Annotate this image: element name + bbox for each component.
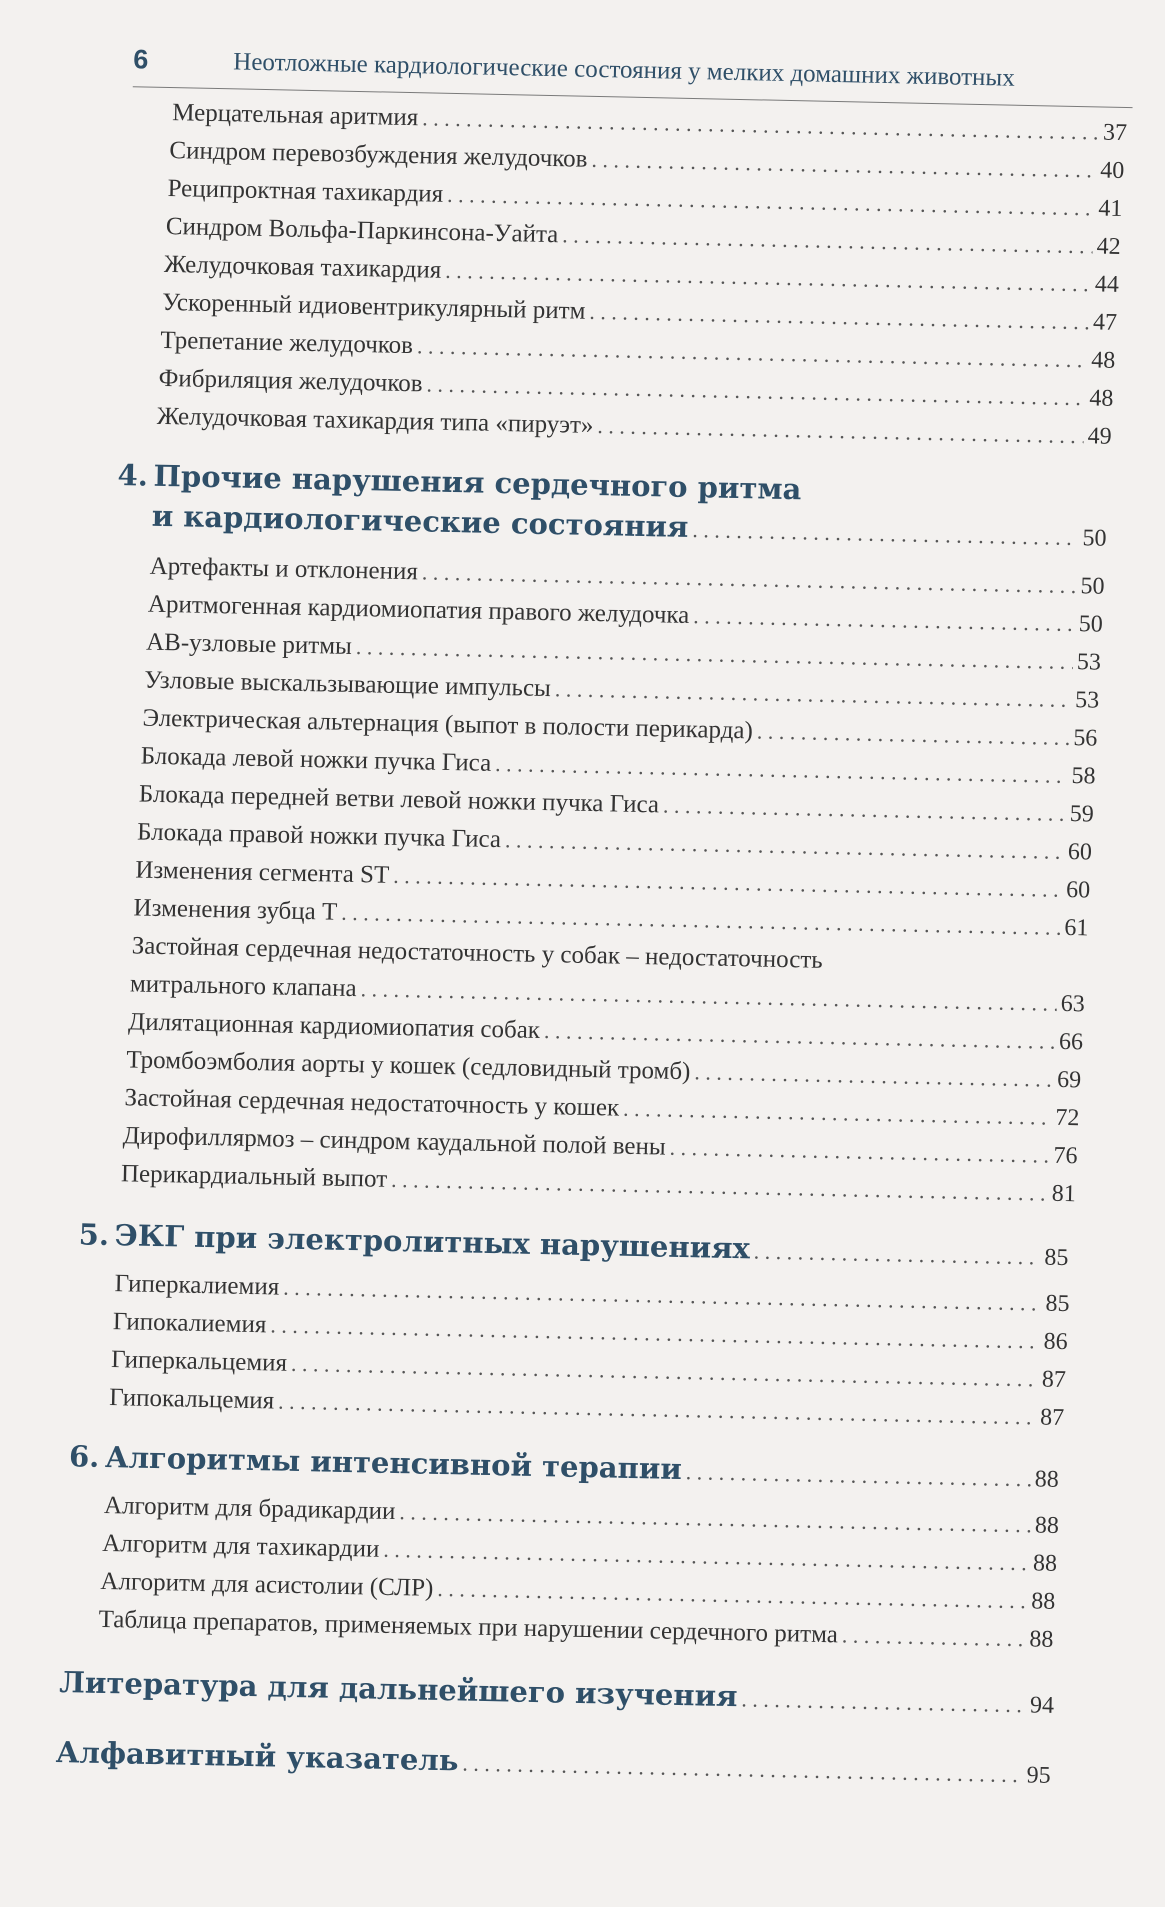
toc-page-number: 88 <box>1032 1550 1058 1577</box>
section-title: Алгоритмы интенсивной терапии <box>104 1439 683 1487</box>
toc-entry[interactable]: АВ-узловые ритмы . . . 53 <box>146 629 1102 683</box>
toc-page-number: 76 <box>1053 1142 1078 1170</box>
toc-page-number: 88 <box>1029 1626 1054 1653</box>
section-title: ЭКГ при электролитных нарушениях <box>114 1218 751 1266</box>
toc-entry[interactable]: Тромбоэмболия аорты у кошек (седловидный тромб) . . . 69 <box>126 1046 1082 1100</box>
toc-entry[interactable]: Желудочковая тахикардия . . . 44 <box>164 251 1120 305</box>
toc-page-number: 50 <box>1078 611 1103 638</box>
toc-page-number: 88 <box>1034 1512 1060 1539</box>
toc-entry[interactable]: Дирофиллярмоз – синдром каудальной полой вены . . . 76 <box>122 1122 1078 1176</box>
toc-entry[interactable]: Синдром перевозбуждения желудочков . . . 40 <box>169 137 1125 191</box>
section-number: 4. <box>117 458 149 493</box>
section-title: Прочие нарушения сердечного ритма <box>153 458 802 507</box>
toc-page-number: 48 <box>1090 347 1116 374</box>
toc-page-number: 85 <box>1045 1290 1070 1318</box>
toc-page-number: 40 <box>1099 157 1125 185</box>
toc-page-number: 69 <box>1056 1066 1082 1094</box>
toc-page-number: 53 <box>1074 687 1100 714</box>
literature-heading[interactable]: Литература для дальнейшего изучения . . . 94 <box>59 1665 1054 1720</box>
toc-entry[interactable]: Алгоритм для брадикардии . . . 88 <box>104 1492 1060 1546</box>
toc-entry[interactable]: Блокада правой ножки пучка Гиса . . . 60 <box>137 818 1093 872</box>
toc-entry-line1[interactable]: Застойная сердечная недостаточность у собак – недостаточность <box>131 932 823 974</box>
toc-entry[interactable]: Алгоритм для тахикардии . . . 88 <box>102 1530 1058 1584</box>
toc-page-number: 63 <box>1060 990 1086 1018</box>
toc-entry[interactable]: Дилятационная кардиомиопатия собак . . . 66 <box>128 1008 1084 1062</box>
toc-page-number: 81 <box>1051 1180 1077 1208</box>
section-4-heading[interactable] <box>117 458 801 506</box>
toc-entry[interactable]: Желудочковая тахикардия типа «пируэт» . . . 49 <box>156 403 1112 457</box>
toc-page-number: 50 <box>1082 525 1107 552</box>
toc-entry[interactable]: Синдром Вольфа-Паркинсона-Уайта . . . 42 <box>165 213 1121 267</box>
toc-entry[interactable]: Алгоритм для асистолии (СЛР) . . . 88 <box>100 1568 1056 1622</box>
toc-page-number: 88 <box>1030 1588 1056 1615</box>
index-heading[interactable]: Алфавитный указатель . . . 95 <box>56 1735 1051 1790</box>
section-4-heading-line2[interactable]: и кардиологические состояния . . . 50 <box>151 499 1107 553</box>
toc-entry[interactable]: Узловые выскальзывающие импульсы . . . 53 <box>144 667 1100 721</box>
page-number: 6 <box>133 44 149 75</box>
toc-page-number: 41 <box>1098 195 1123 222</box>
toc-entry[interactable]: Блокада левой ножки пучка Гиса . . . 58 <box>140 743 1096 797</box>
toc-page-number: 94 <box>1029 1692 1055 1719</box>
toc-entry[interactable]: Аритмогенная кардиомиопатия правого желудочка . . . 50 <box>148 591 1104 645</box>
toc-page-number: 60 <box>1065 876 1091 904</box>
toc-page-number: 72 <box>1055 1104 1080 1132</box>
toc-entry[interactable]: Таблица препаратов, применяемых при нарушении сердечного ритма . . . 88 <box>98 1606 1054 1660</box>
toc-entry[interactable]: Фибриляция желудочков . . . 48 <box>158 365 1114 419</box>
section-number: 6. <box>68 1439 100 1474</box>
toc-entry[interactable]: Изменения сегмента ST . . . 60 <box>135 856 1091 910</box>
toc-entry[interactable]: Электрическая альтернация (выпот в полости перикарда) . . . 56 <box>142 705 1098 759</box>
section-number: 5. <box>78 1217 110 1252</box>
toc-entry[interactable]: Гиперкальцемия . . . 87 <box>111 1346 1067 1400</box>
toc-entry[interactable]: Застойная сердечная недостаточность у кошек . . . 72 <box>124 1084 1080 1138</box>
toc-page-number: 59 <box>1069 801 1095 828</box>
toc-entry[interactable]: Гиперкалиемия . . . 85 <box>114 1270 1070 1324</box>
toc-page-number: 37 <box>1102 119 1128 147</box>
toc-entry[interactable]: митрального клапана . . . 63 <box>130 970 1086 1024</box>
toc-entry[interactable]: Блокада передней ветви левой ножки пучка Гиса . . . 59 <box>139 781 1095 835</box>
running-title: Неотложные кардиологические состояния у мелких домашних животных <box>233 48 1016 92</box>
toc-entry[interactable]: Гипокалиемия . . . 86 <box>112 1308 1068 1362</box>
toc-page-number: 66 <box>1058 1028 1084 1056</box>
toc-entry[interactable]: Мерцательная аритмия . . . 37 <box>172 99 1128 153</box>
page-header <box>133 40 1134 108</box>
toc-page-number: 49 <box>1087 423 1112 450</box>
toc-page-number: 95 <box>1026 1762 1051 1789</box>
toc-page-number: 48 <box>1089 385 1114 412</box>
toc-entry[interactable]: Ускоренный идиовентрикулярный ритм . . . 47 <box>162 289 1118 343</box>
toc-entry[interactable]: Перикардиальный выпот . . . 81 <box>121 1160 1077 1214</box>
section-5-heading[interactable] <box>78 1217 1068 1272</box>
toc-page-number: 42 <box>1096 233 1121 260</box>
toc-entry[interactable]: Артефакты и отклонения . . . 50 <box>149 553 1105 607</box>
toc-page-number: 86 <box>1043 1328 1068 1356</box>
toc-page-number: 44 <box>1094 271 1120 298</box>
toc-page-number: 87 <box>1041 1366 1067 1394</box>
toc-page-number: 61 <box>1064 914 1089 942</box>
toc-entry[interactable]: Реципроктная тахикардия . . . 41 <box>167 175 1123 229</box>
toc-page-number: 88 <box>1034 1466 1060 1493</box>
section-6-heading[interactable] <box>69 1439 1059 1494</box>
toc-page-number: 47 <box>1092 309 1118 336</box>
toc-page-number: 85 <box>1044 1244 1069 1272</box>
toc-entry[interactable]: Гипокальцемия . . . 87 <box>109 1384 1065 1438</box>
toc-entry[interactable]: Трепетание желудочков . . . 48 <box>160 327 1116 381</box>
toc-page-number: 50 <box>1080 573 1105 600</box>
toc-entry[interactable]: Изменения зубца Т . . . 61 <box>133 894 1089 948</box>
toc-page-number: 53 <box>1076 649 1102 676</box>
toc-page-number: 60 <box>1067 838 1093 866</box>
toc-page-number: 87 <box>1039 1404 1065 1432</box>
toc-page-number: 58 <box>1071 763 1096 790</box>
toc-page-number: 56 <box>1073 725 1098 752</box>
